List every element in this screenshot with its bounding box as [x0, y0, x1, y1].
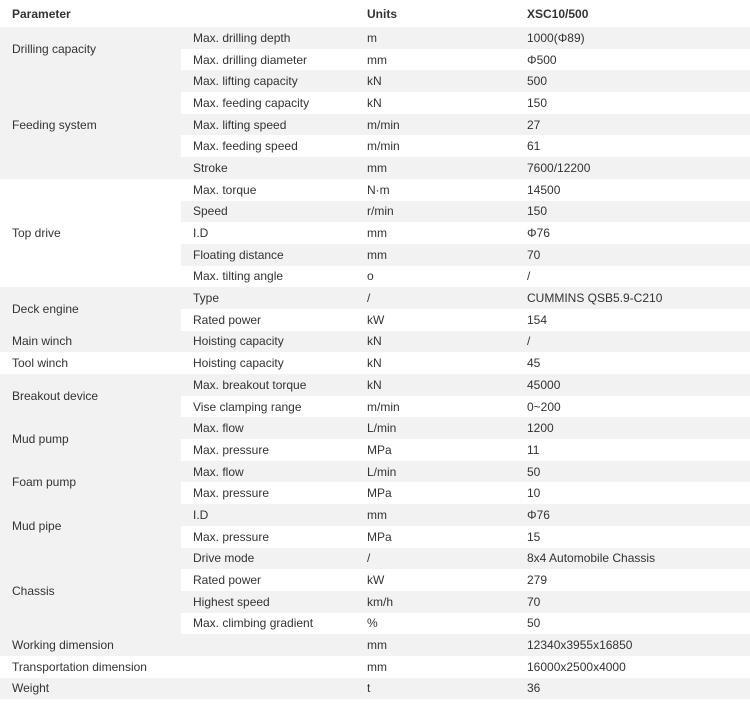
row-value: 36	[515, 678, 750, 700]
row-unit: r/min	[355, 201, 515, 223]
row-value: 7600/12200	[515, 157, 750, 179]
row-item: Max. drilling depth	[181, 27, 355, 49]
row-unit: km/h	[355, 591, 515, 613]
row-unit: kN	[355, 70, 515, 92]
row-unit: mm	[355, 656, 515, 678]
header-parameter: Parameter	[0, 0, 181, 27]
row-unit: m/min	[355, 114, 515, 136]
row-item: Max. torque	[181, 179, 355, 201]
row-unit: /	[355, 548, 515, 570]
row-item: Max. breakout torque	[181, 374, 355, 396]
row-item	[181, 678, 355, 700]
table-row	[0, 70, 750, 92]
header-row	[0, 0, 750, 27]
table-row	[0, 287, 750, 309]
row-value: 15	[515, 526, 750, 548]
group-main-winch: Main winch	[0, 331, 181, 353]
row-unit: kW	[355, 309, 515, 331]
row-unit: N·m	[355, 179, 515, 201]
row-unit: MPa	[355, 439, 515, 461]
row-unit: /	[355, 287, 515, 309]
row-value: 70	[515, 244, 750, 266]
row-value: 16000x2500x4000	[515, 656, 750, 678]
row-unit: %	[355, 613, 515, 635]
row-value: Φ500	[515, 49, 750, 71]
row-item: Max. pressure	[181, 526, 355, 548]
row-unit: kN	[355, 352, 515, 374]
row-unit: m/min	[355, 135, 515, 157]
row-value: /	[515, 266, 750, 288]
row-unit: t	[355, 678, 515, 700]
header-model: XSC10/500	[515, 0, 750, 27]
row-unit: MPa	[355, 526, 515, 548]
header-item	[181, 0, 355, 27]
row-item: I.D	[181, 504, 355, 526]
row-item: Type	[181, 287, 355, 309]
row-unit: mm	[355, 634, 515, 656]
row-value: 0~200	[515, 396, 750, 418]
table-row	[0, 374, 750, 396]
row-value: 70	[515, 591, 750, 613]
row-item: Stroke	[181, 157, 355, 179]
row-value: 154	[515, 309, 750, 331]
row-value: /	[515, 331, 750, 353]
row-item: Max. flow	[181, 417, 355, 439]
row-item: Max. tilting angle	[181, 266, 355, 288]
table-body	[0, 27, 750, 699]
row-value: 150	[515, 201, 750, 223]
table-row	[0, 331, 750, 353]
row-item: Max. drilling diameter	[181, 49, 355, 71]
row-item	[181, 656, 355, 678]
row-value: 45000	[515, 374, 750, 396]
row-value: Φ76	[515, 504, 750, 526]
row-unit: kN	[355, 331, 515, 353]
group-working-dimension: Working dimension	[0, 634, 181, 656]
row-item	[181, 634, 355, 656]
row-unit: kN	[355, 92, 515, 114]
table-row	[0, 417, 750, 439]
row-item: Floating distance	[181, 244, 355, 266]
row-unit: mm	[355, 504, 515, 526]
row-unit: mm	[355, 244, 515, 266]
group-deck-engine: Deck engine	[0, 287, 181, 330]
row-unit: o	[355, 266, 515, 288]
table-row	[0, 179, 750, 201]
row-value: 150	[515, 92, 750, 114]
row-item: Rated power	[181, 309, 355, 331]
group-foam-pump: Foam pump	[0, 461, 181, 504]
group-top-drive: Top drive	[0, 179, 181, 287]
group-mud-pipe: Mud pipe	[0, 504, 181, 547]
row-value: 27	[515, 114, 750, 136]
row-item: Rated power	[181, 569, 355, 591]
row-value: 8x4 Automobile Chassis	[515, 548, 750, 570]
row-value: 500	[515, 70, 750, 92]
row-unit: kW	[355, 569, 515, 591]
table-header	[0, 0, 750, 27]
row-value: Φ76	[515, 222, 750, 244]
row-item: Max. flow	[181, 461, 355, 483]
group-breakout-device: Breakout device	[0, 374, 181, 417]
row-unit: mm	[355, 157, 515, 179]
group-chassis: Chassis	[0, 548, 181, 635]
group-feeding-system: Feeding system	[0, 70, 181, 178]
row-item: Max. pressure	[181, 439, 355, 461]
group-drilling-capacity: Drilling capacity	[0, 27, 181, 70]
row-value: 14500	[515, 179, 750, 201]
row-item: I.D	[181, 222, 355, 244]
row-item: Max. pressure	[181, 482, 355, 504]
row-unit: L/min	[355, 461, 515, 483]
group-weight: Weight	[0, 678, 181, 700]
row-value: CUMMINS QSB5.9-C210	[515, 287, 750, 309]
row-value: 10	[515, 482, 750, 504]
row-item: Speed	[181, 201, 355, 223]
group-mud-pump: Mud pump	[0, 417, 181, 460]
row-unit: m	[355, 27, 515, 49]
header-units: Units	[355, 0, 515, 27]
row-item: Max. lifting capacity	[181, 70, 355, 92]
row-item: Hoisting capacity	[181, 331, 355, 353]
group-tool-winch: Tool winch	[0, 352, 181, 374]
row-value: 279	[515, 569, 750, 591]
row-item: Max. climbing gradient	[181, 613, 355, 635]
row-item: Max. feeding speed	[181, 135, 355, 157]
row-value: 1000(Φ89)	[515, 27, 750, 49]
row-value: 11	[515, 439, 750, 461]
table-row	[0, 461, 750, 483]
group-transportation-dimension: Transportation dimension	[0, 656, 181, 678]
row-item: Max. feeding capacity	[181, 92, 355, 114]
table-row	[0, 352, 750, 374]
table-row	[0, 548, 750, 570]
row-value: 12340x3955x16850	[515, 634, 750, 656]
row-item: Max. lifting speed	[181, 114, 355, 136]
table-row	[0, 504, 750, 526]
row-unit: mm	[355, 49, 515, 71]
row-value: 1200	[515, 417, 750, 439]
table-row	[0, 678, 750, 700]
row-unit: kN	[355, 374, 515, 396]
row-item: Vise clamping range	[181, 396, 355, 418]
table-row	[0, 27, 750, 49]
row-unit: mm	[355, 222, 515, 244]
row-value: 50	[515, 461, 750, 483]
row-unit: L/min	[355, 417, 515, 439]
table-row	[0, 656, 750, 678]
row-unit: m/min	[355, 396, 515, 418]
row-value: 45	[515, 352, 750, 374]
row-value: 50	[515, 613, 750, 635]
row-value: 61	[515, 135, 750, 157]
row-unit: MPa	[355, 482, 515, 504]
row-item: Drive mode	[181, 548, 355, 570]
row-item: Highest speed	[181, 591, 355, 613]
table-row	[0, 634, 750, 656]
row-item: Hoisting capacity	[181, 352, 355, 374]
